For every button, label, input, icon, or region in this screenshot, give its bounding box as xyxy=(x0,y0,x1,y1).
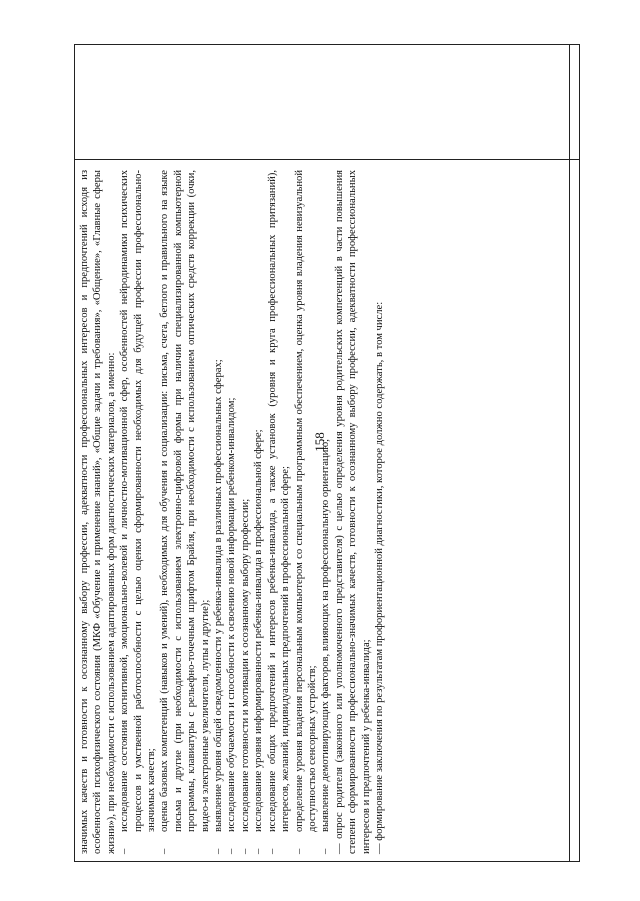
list-item xyxy=(252,170,265,854)
list-item-dash: – xyxy=(226,848,238,854)
list-item-text: исследование уровня информированности ребенка-инвалида в профессиональной сфере; xyxy=(253,429,265,832)
list-item-dash: – xyxy=(213,848,225,854)
page-number: 158 xyxy=(312,432,327,452)
list-item-text: исследование готовности и мотивации к осознанному выбору профессии; xyxy=(239,498,251,832)
list-item-text: исследование обучаемости и способности к освоению новой информации ребенком-инвалидом; xyxy=(226,397,238,832)
closing-paragraph: — опрос родителя (законного или уполномоченного представителя) с целью определения уровня родительских компетенций в части повышения степени сформированности профессионально-значимых качеств, готовности к осознанному выбору профессии, адекватности профессиональных интересов и предпочтений у ребенка-инвалида; xyxy=(333,170,372,854)
intro-paragraph: значимых качеств и готовности к осознанному выбору профессии, адекватности профессиональных интересов и предпочтений исходя из особенностей психофизического состояния (МКФ «Обучение и применение знаний», «Общие задачи и требования», «Общение», «Главные сферы жизни»), при необходимости с использованием адаптированных форм диагностических материалов, а именно: xyxy=(79,170,117,854)
list-item-text: определение уровня владения персональным компьютером со специальным программным обеспечением, оценка уровня владения невизуальной доступностью сенсорных устройств; xyxy=(293,170,318,832)
list-item-dash: – xyxy=(293,848,305,854)
list-item xyxy=(158,170,212,854)
closing-paragraphs xyxy=(333,170,387,854)
list-item-dash: – xyxy=(320,848,332,854)
list-item-dash: – xyxy=(239,848,251,854)
table-cell-text xyxy=(74,164,574,860)
list-item xyxy=(319,170,332,854)
closing-paragraph: — формирование заключения по результатам профориентационной диагностики, которое должно содержать, в том числе: xyxy=(373,301,385,854)
list-item-text: выявление демотивирующих факторов, влияющих на профессиональную ориентацию; xyxy=(320,438,332,832)
list-item-text: исследование состояния когнитивной, эмоционально-волевой и личностно-мотивационной сфер, особенностей нейродинамики психических процессов и умственной работоспособности с целью оценки сформированности необходимых для будущей профессии профессионально-значимых качеств; xyxy=(119,170,158,832)
list-item xyxy=(212,170,225,854)
list-item-text: исследование общих предпочтений и интересов ребенка-инвалида, а также установок (уровня и круга профессиональных притязаний), интересов, желаний, индивидуальных предпочтений в профессиональной сфере; xyxy=(266,170,292,832)
list-item xyxy=(239,170,252,854)
list-item-text: выявление уровня общей осведомленности у ребенка-инвалида в различных профессиональных сферах; xyxy=(213,359,225,832)
list-item xyxy=(266,170,293,854)
table-row-divider xyxy=(75,159,579,160)
list-item xyxy=(293,170,320,854)
list-item xyxy=(225,170,238,854)
list-item-text: оценка базовых компетенций (навыков и умений), необходимых для обучения и социализации: письма, счета, беглого и правильного на языке письма и другие (при необходимости с использованием электронно-цифровой формы при наличии специализированной компьютерной программы, клавиатуры с рельефно-точечным шрифтом Брайля, при необходимости с использованием оптических средств коррекции (очки, видео-и электронные увеличители, лупы и другие); xyxy=(159,170,211,832)
list-item-dash: – xyxy=(119,848,131,854)
list-item-dash: – xyxy=(266,848,278,854)
diagnostic-list xyxy=(118,170,333,854)
list-item-dash: – xyxy=(253,848,265,854)
list-item xyxy=(118,170,158,854)
list-item-dash: – xyxy=(159,848,171,854)
